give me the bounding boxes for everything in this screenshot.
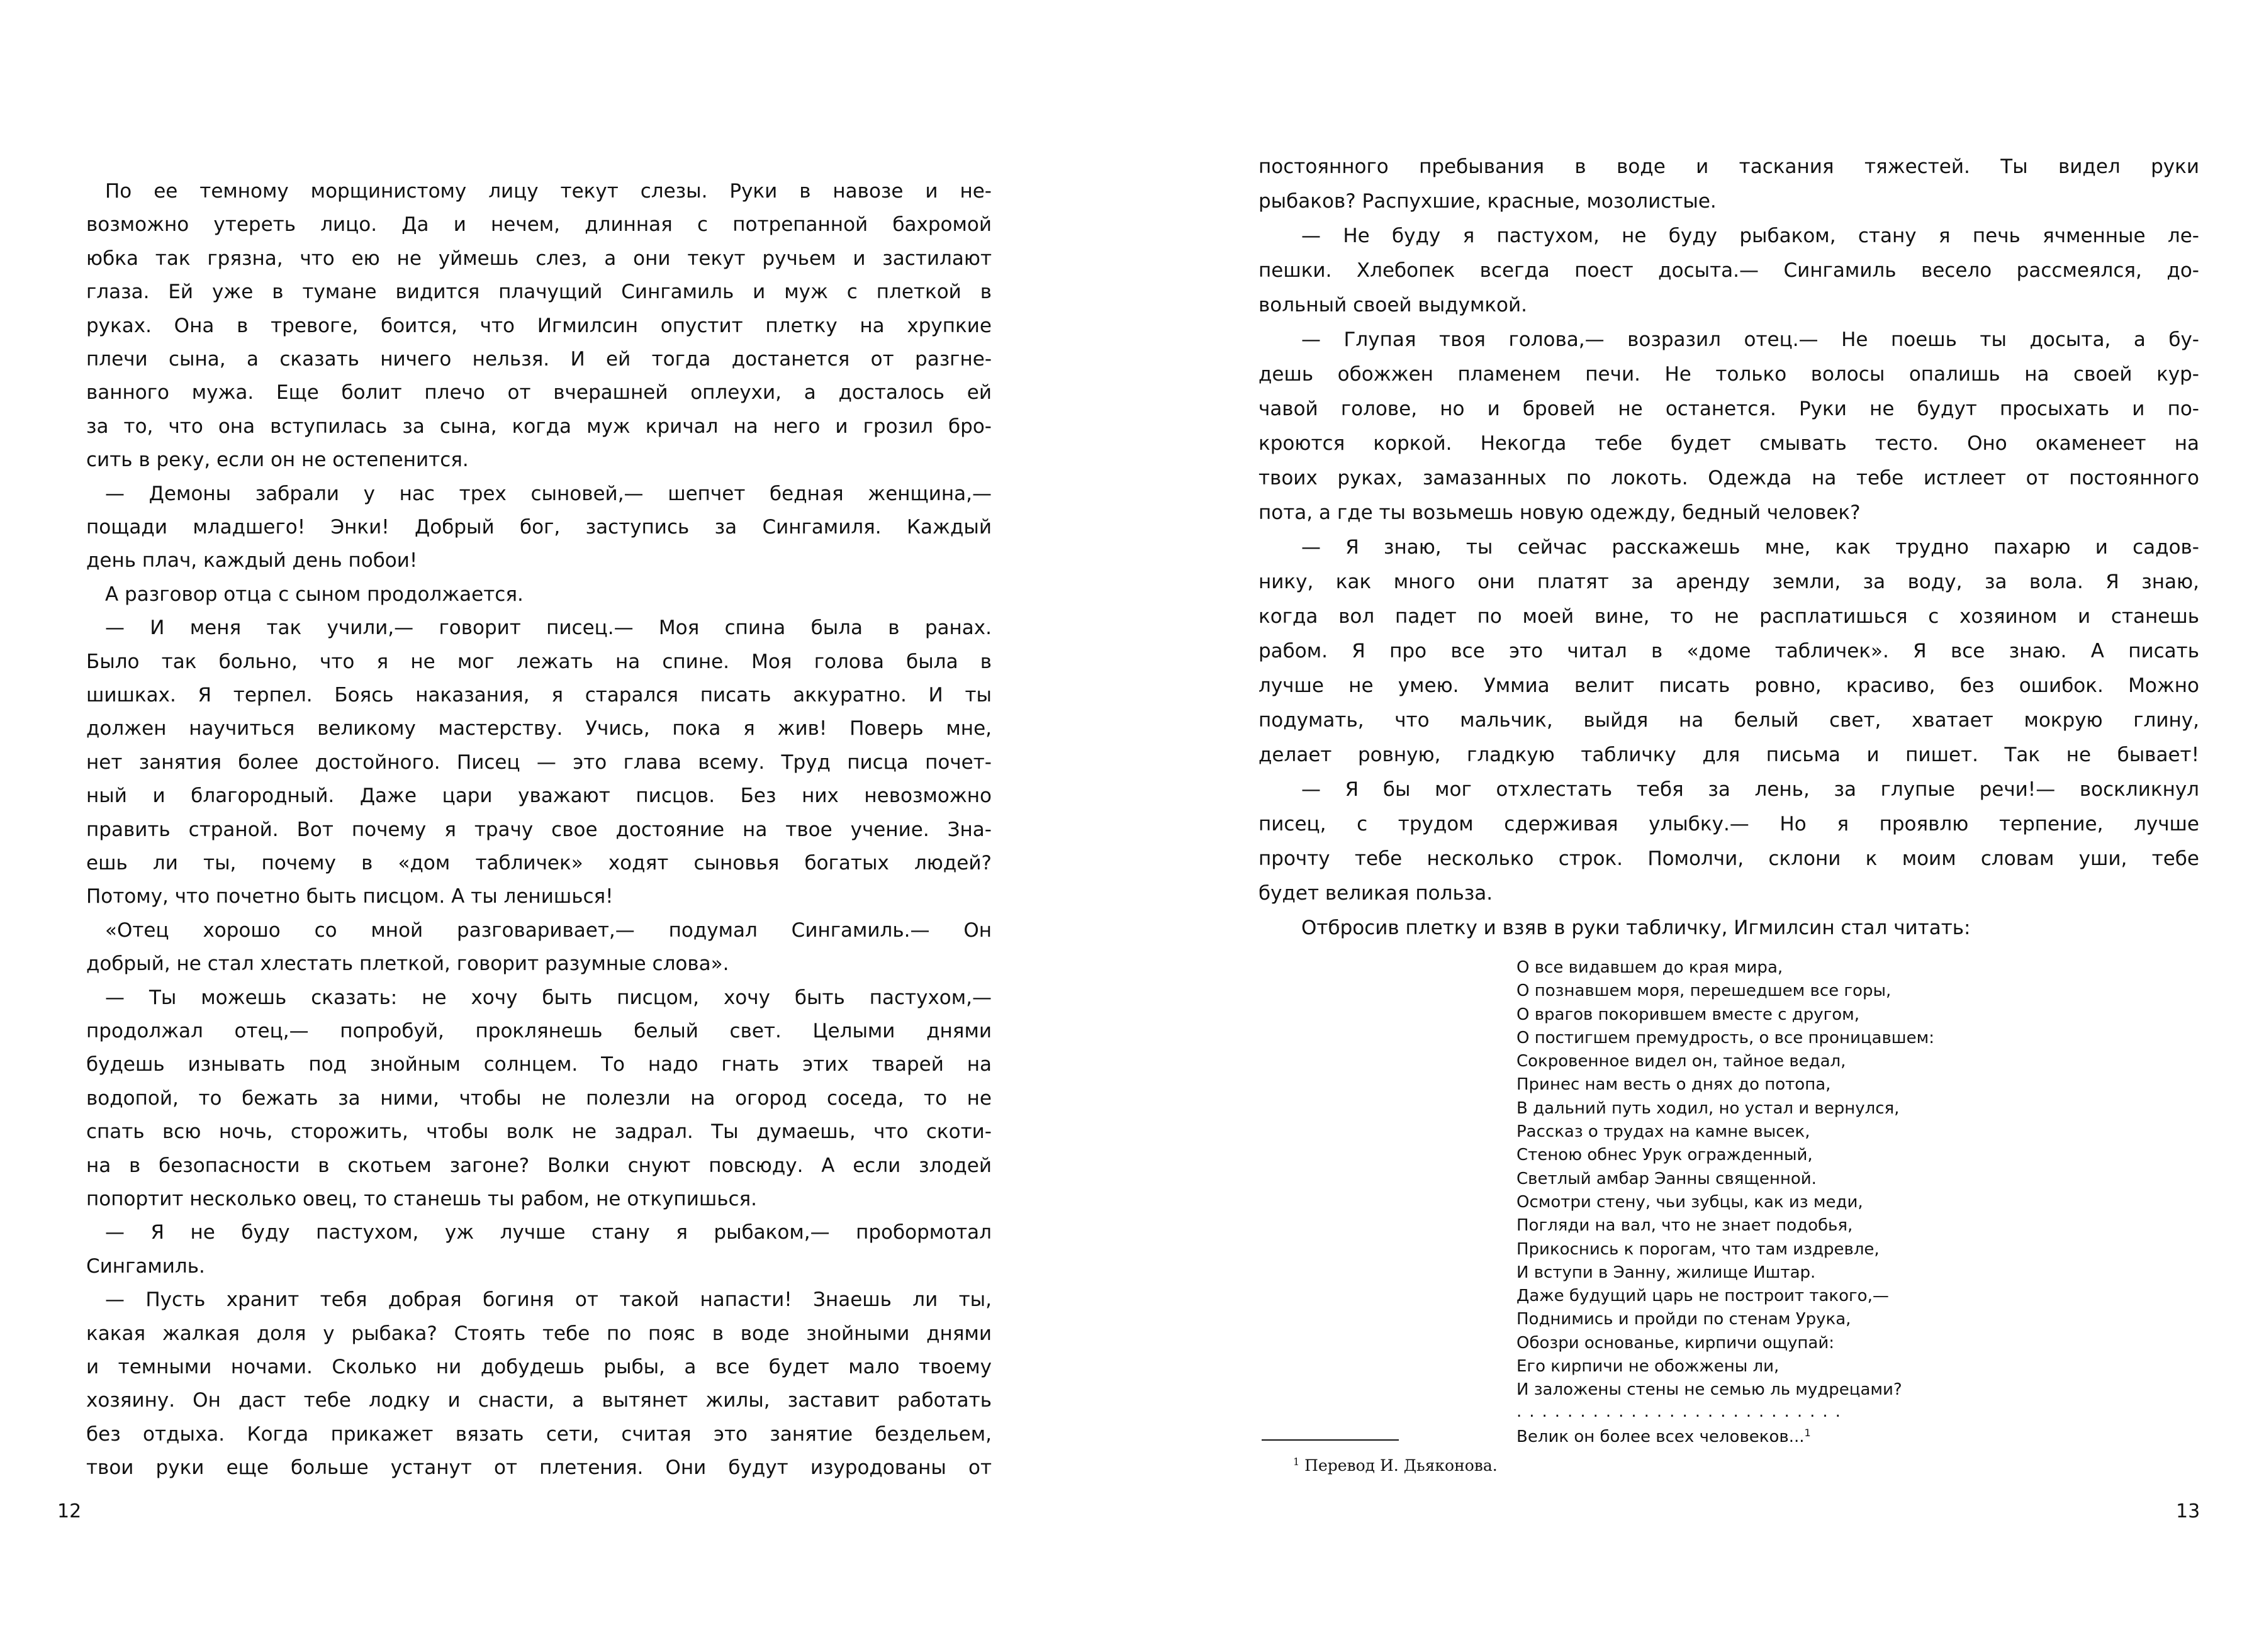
poem-final-line (1516, 1421, 1995, 1447)
poem-line: И заложены стены не семью ль мудрецами? (1516, 1380, 1902, 1400)
text-line: — Ты можешь сказать: не хочу быть писцом, хочу быть пастухом,— (105, 986, 992, 1009)
poem-line: Поднимись и пройди по стенам Урука, (1516, 1310, 1851, 1329)
text-line: «Отец хорошо со мной разговаривает,— подумал Сингамиль.— Он (105, 918, 992, 942)
text-line: подумать, что мальчик, выйдя на белый свет, хватает мокрую глину, (1258, 709, 2199, 732)
poem-line: О постигшем премудрость, о все проницавшем: (1516, 1028, 1934, 1047)
text-line: прочту тебе несколько строк. Помолчи, склони к моим словам уши, тебе (1258, 847, 2199, 870)
poem-line: И вступи в Эанну, жилище Иштар. (1516, 1263, 1816, 1282)
text-line: ный и благородный. Даже цари уважают писцов. Без них невозможно (86, 784, 992, 808)
poem-line: Принес нам весть о днях до потопа, (1516, 1075, 1831, 1095)
text-line: — Я знаю, ты сейчас расскажешь мне, как трудно пахарю и садов- (1301, 536, 2199, 559)
poem-line: Осмотри стену, чьи зубцы, как из меди, (1516, 1192, 1863, 1212)
text-line: руках. Она в тревоге, боится, что Игмилсин опустит плетку на хрупкие (86, 314, 992, 337)
text-line: делает ровную, гладкую табличку для письма и пишет. Так не бывает! (1258, 744, 2199, 766)
text-line: будешь изнывать под знойным солнцем. То надо гнать этих тварей на (86, 1053, 992, 1076)
text-line: продолжал отец,— попробуй, проклянешь белый свет. Целыми днями (86, 1020, 992, 1042)
text-line: пота, а где ты возьмешь новую одежду, бедный человек? (1258, 501, 1861, 524)
poem-line: Обозри основанье, кирпичи ощупай: (1516, 1333, 1835, 1353)
text-line: день плач, каждый день побои! (86, 549, 418, 572)
text-line: вольный своей выдумкой. (1258, 294, 1528, 316)
poem-line: Рассказ о трудах на камне высек, (1516, 1122, 1810, 1142)
text-line: — Я не буду пастухом, уж лучше стану я рыбаком,— пробормотал (105, 1221, 992, 1244)
text-line: А разговор отца с сыном продолжается. (105, 583, 524, 606)
text-line: рабом. Я про все это читал в «доме табличек». Я все знаю. А писать (1258, 640, 2199, 662)
footnote-text: Перевод И. Дьяконова. (1304, 1456, 1498, 1475)
footnote-rule (1262, 1439, 1399, 1441)
text-line: юбка так грязна, что ею не уймешь слез, а они текут ручьем и застилают (86, 247, 992, 270)
footnote-ref: 1 (1804, 1426, 1811, 1439)
text-line: дешь обожжен пламенем печи. Не только волосы опалишь на своей кур- (1258, 363, 2199, 386)
text-line: сить в реку, если он не остепенится. (86, 449, 469, 472)
text-line: шишках. Я терпел. Боясь наказания, я старался писать аккуратно. И ты (86, 684, 992, 706)
text-line: когда вол падет по моей вине, то не расплатишься с хозяином и станешь (1258, 605, 2199, 628)
text-line: Сингамиль. (86, 1254, 205, 1278)
text-line: — Пусть хранит тебя добрая богиня от такой напасти! Знаешь ли ты, (105, 1288, 992, 1312)
poem-ellipsis: .......................... (1516, 1402, 1848, 1421)
text-line: спать всю ночь, сторожить, чтобы волк не задрал. Ты думаешь, что скоти- (86, 1120, 992, 1144)
text-line: — Я бы мог отхлестать тебя за лень, за глупые речи!— воскликнул (1301, 778, 2199, 801)
left-page (86, 0, 992, 1652)
text-line: чавой голове, но и бровей не останется. Руки не будут просыхать и по- (1258, 398, 2199, 420)
text-line: попортит несколько овец, то станешь ты рабом, не откупишься. (86, 1188, 758, 1210)
text-line: добрый, не стал хлестать плеткой, говорит разумные слова». (86, 952, 729, 976)
page-number-right: 13 (2176, 1500, 2200, 1522)
poem-line: О все видавшем до края мира, (1516, 958, 1783, 977)
text-line: возможно утереть лицо. Да и нечем, длинная с потрепанной бахромой (86, 213, 992, 237)
poem-line: О врагов покорившем вместе с другом, (1516, 1005, 1860, 1024)
text-line: твоих руках, замазанных по локоть. Одежда на тебе истлеет от постоянного (1258, 467, 2199, 489)
poem-line: Погляди на вал, что не знает подобья, (1516, 1216, 1853, 1236)
poem-line: Прикоснись к порогам, что там издревле, (1516, 1239, 1880, 1259)
text-line: пешки. Хлебопек всегда поест досыта.— Сингамиль весело рассмеялся, до- (1258, 259, 2199, 282)
text-line: — И меня так учили,— говорит писец.— Моя спина была в ранах. (105, 617, 992, 640)
text-line: рыбаков? Распухшие, красные, мозолистые. (1258, 190, 1717, 213)
text-line: кроются коркой. Некогда тебе будет смывать тесто. Оно окаменеет на (1258, 432, 2199, 455)
text-line: хозяину. Он даст тебе лодку и снасти, а вытянет жилы, заставит работать (86, 1389, 992, 1412)
text-line: Отбросив плетку и взяв в руки табличку, Игмилсин стал читать: (1301, 917, 1971, 939)
text-line: какая жалкая доля у рыбака? Стоять тебе по пояс в воде знойными днями (86, 1322, 992, 1345)
poem-line: В дальний путь ходил, но устал и вернулся, (1516, 1098, 1900, 1118)
text-line: нику, как много они платят за аренду земли, за воду, за вола. Я знаю, (1258, 571, 2199, 593)
footnote-mark: 1 (1293, 1456, 1300, 1468)
text-line: ешь ли ты, почему в «дом табличек» ходят сыновья богатых людей? (86, 852, 992, 874)
text-line: нет занятия более достойного. Писец — это глава всему. Труд писца почет- (86, 751, 992, 774)
text-line: на в безопасности в скотьем загоне? Волки снуют повсюду. А если злодей (86, 1154, 992, 1177)
text-line: — Глупая твоя голова,— возразил отец.— Не поешь ты досыта, а бу- (1301, 328, 2199, 351)
text-line: и темными ночами. Сколько ни добудешь рыбы, а все будет мало твоему (86, 1356, 992, 1378)
text-line: за то, что она вступилась за сына, когда муж кричал на него и грозил бро- (86, 415, 992, 438)
text-line: постоянного пребывания в воде и таскания тяжестей. Ты видел руки (1258, 155, 2199, 178)
poem-line: Светлый амбар Эанны священной. (1516, 1169, 1817, 1188)
text-line: должен научиться великому мастерству. Учись, пока я жив! Поверь мне, (86, 717, 992, 740)
text-line: твои руки еще больше устанут от плетения. Они будут изуродованы от (86, 1456, 992, 1480)
text-line: — Демоны забрали у нас трех сыновей,— шепчет бедная женщина,— (105, 482, 992, 505)
text-line: писец, с трудом сдерживая улыбку.— Но я проявлю терпение, лучше (1258, 813, 2199, 835)
text-line: глаза. Ей уже в тумане видится плачущий Сингамиль и муж с плеткой в (86, 281, 992, 304)
text-line: водопой, то бежать за ними, чтобы не полезли на огород соседа, то не (86, 1086, 992, 1110)
footnote (1293, 1456, 1498, 1475)
poem-line: Сокровенное видел он, тайное ведал, (1516, 1052, 1846, 1071)
text-line: По ее темному морщинистому лицу текут слезы. Руки в навозе и не- (105, 180, 992, 203)
poem-final-text: Велик он более всех человеков... (1516, 1427, 1805, 1447)
text-line: пощади младшего! Энки! Добрый бог, заступись за Сингамиля. Каждый (86, 516, 992, 539)
poem-block (1516, 956, 1995, 1447)
poem-line: Даже будущий царь не построит такого,— (1516, 1286, 1889, 1306)
poem-line: О познавшем моря, перешедшем все горы, (1516, 981, 1892, 1001)
text-line: плечи сына, а сказать ничего нельзя. И ей тогда достанется от разгне- (86, 348, 992, 371)
text-line: Было так больно, что я не мог лежать на спине. Моя голова была в (86, 650, 992, 673)
text-line: лучше не умею. Уммиа велит писать ровно, красиво, без ошибок. Можно (1258, 674, 2199, 697)
text-line: будет великая польза. (1258, 882, 1493, 905)
poem-line: Стеною обнес Урук огражденный, (1516, 1146, 1813, 1165)
page-number-left: 12 (57, 1500, 82, 1522)
text-line: Потому, что почетно быть писцом. А ты ленишься! (86, 885, 614, 908)
text-line: — Не буду я пастухом, не буду рыбаком, стану я печь ячменные ле- (1301, 225, 2199, 247)
poem-line: Его кирпичи не обожжены ли, (1516, 1357, 1780, 1376)
text-line: править страной. Вот почему я трачу свое достояние на твое учение. Зна- (86, 818, 992, 841)
text-line: без отдыха. Когда прикажет вязать сети, считая это занятие бездельем, (86, 1422, 992, 1446)
text-line: ванного мужа. Еще болит плечо от вчерашней оплеухи, а досталось ей (86, 381, 992, 405)
